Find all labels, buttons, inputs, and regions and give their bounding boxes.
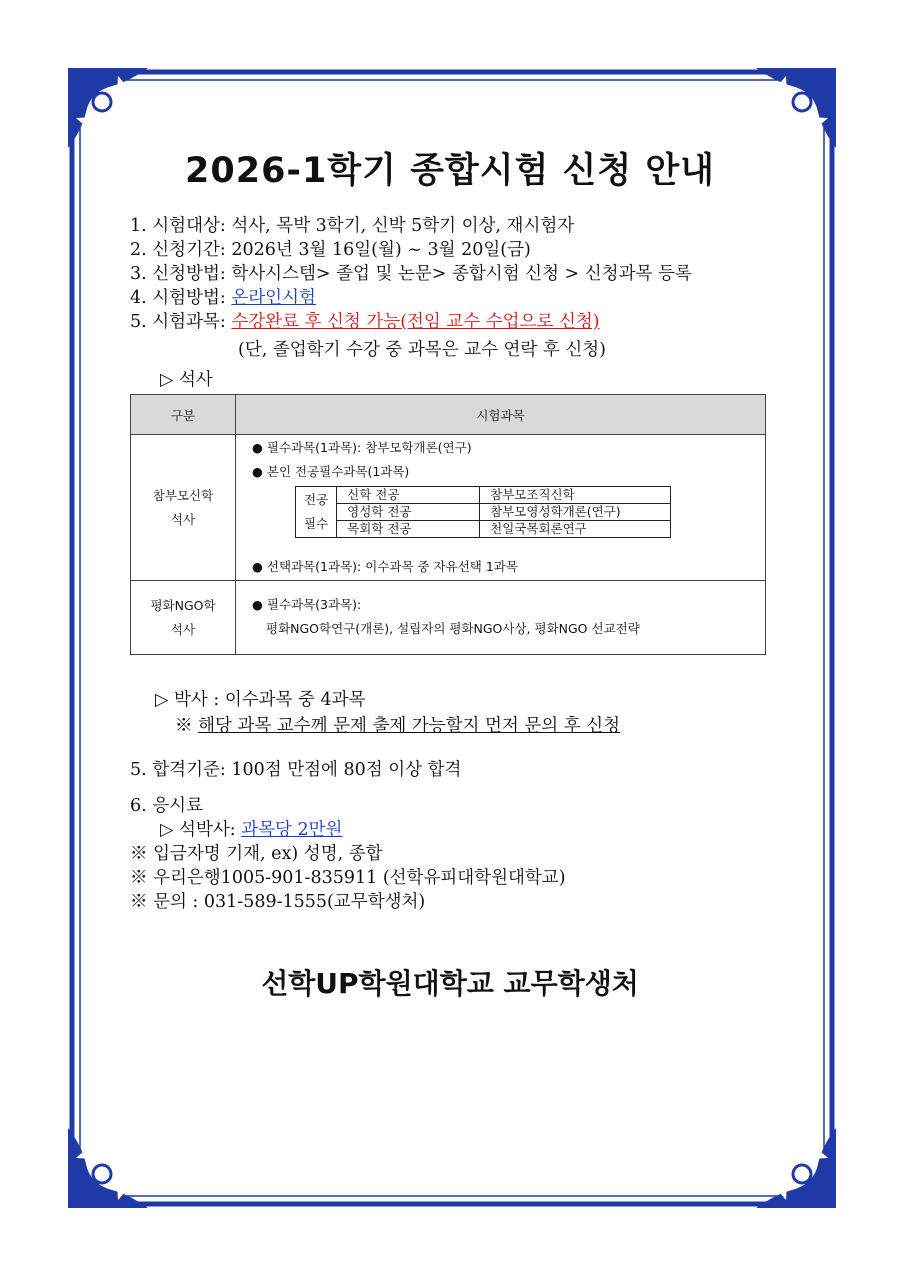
note-contact: ※ 문의 : 031-589-1555(교무학생처) <box>130 892 426 912</box>
item-target-label: 1. 시험대상: <box>130 216 226 236</box>
doctor-note-text: 해당 과목 교수께 문제 출제 가능할지 먼저 문의 후 신청 <box>198 716 621 736</box>
item-target-value: 석사, 목박 3학기, 신박 5학기 이상, 재시험자 <box>231 216 575 236</box>
ngo-required-detail: 평화NGO학연구(개론), 설립자의 평화NGO사상, 평화NGO 선교전략 <box>266 621 640 636</box>
major-required-table <box>295 486 671 538</box>
table-row-category: 평화NGO학 석사 <box>131 581 236 655</box>
course-cell: 천일국목회론연구 <box>480 521 671 538</box>
item-period-label: 2. 신청기간: <box>130 240 226 260</box>
table-header-category: 구분 <box>131 395 236 435</box>
masters-heading: ▷ 석사 <box>160 370 213 390</box>
page-title: 2026-1학기 종합시험 신청 안내 <box>185 151 715 191</box>
item-method <box>130 260 692 285</box>
note-bank-account: ※ 우리은행1005-901-835911 (선학유피대학원대학교) <box>130 868 566 888</box>
item-subjects-note: (단, 졸업학기 수강 중 과목은 교수 연락 후 신청) <box>238 340 607 360</box>
online-exam-link[interactable]: 온라인시험 <box>231 288 316 308</box>
fee-heading: 6. 응시료 <box>130 796 203 816</box>
major-cell: 신학 전공 <box>337 487 480 504</box>
table-row-category: 참부모신학 석사 <box>131 435 236 581</box>
fee-line <box>160 816 342 841</box>
item-exam-method <box>130 284 316 309</box>
major-required-label: 전공 필수 <box>296 487 337 538</box>
major-cell: 영성학 전공 <box>337 504 480 521</box>
item-subjects-value: 수강완료 후 신청 가능(전임 교수 수업으로 신청) <box>231 312 600 332</box>
note-mark: ※ <box>175 716 193 736</box>
course-cell: 참부모조직신학 <box>480 487 671 504</box>
table-row-subjects <box>236 581 766 655</box>
item-method-label: 3. 신청방법: <box>130 264 226 284</box>
fee-label: ▷ 석박사: <box>160 820 236 840</box>
table-header-subjects: 시험과목 <box>236 395 766 435</box>
fee-value: 과목당 2만원 <box>241 820 343 840</box>
issuer-footer: 선학UP학원대학교 교무학생처 <box>261 967 639 1000</box>
major-cell: 목회학 전공 <box>337 521 480 538</box>
pass-criteria: 5. 합격기준: 100점 만점에 80점 이상 합격 <box>130 760 462 780</box>
required-course-bullet: ● 필수과목(1과목): 참부모학개론(연구) <box>252 440 472 455</box>
item-method-value: 학사시스템> 졸업 및 논문> 종합시험 신청 > 신청과목 등록 <box>231 264 692 284</box>
elective-bullet: ● 선택과목(1과목): 이수과목 중 자유선택 1과목 <box>252 559 518 574</box>
item-period-value: 2026년 3월 16일(월) ~ 3월 20일(금) <box>231 240 531 260</box>
item-target <box>130 212 574 237</box>
doctor-note <box>175 712 620 737</box>
item-exam-method-label: 4. 시험방법: <box>130 288 226 308</box>
major-required-bullet: ● 본인 전공필수과목(1과목) <box>252 464 410 479</box>
item-subjects <box>130 308 600 333</box>
doctor-line: ▷ 박사 : 이수과목 중 4과목 <box>155 690 366 710</box>
item-subjects-label: 5. 시험과목: <box>130 312 226 332</box>
ngo-required-bullet: ● 필수과목(3과목): <box>252 597 362 612</box>
item-period <box>130 236 531 261</box>
note-depositor: ※ 입금자명 기재, ex) 성명, 종합 <box>130 844 383 864</box>
course-cell: 참부모영성학개론(연구) <box>480 504 671 521</box>
